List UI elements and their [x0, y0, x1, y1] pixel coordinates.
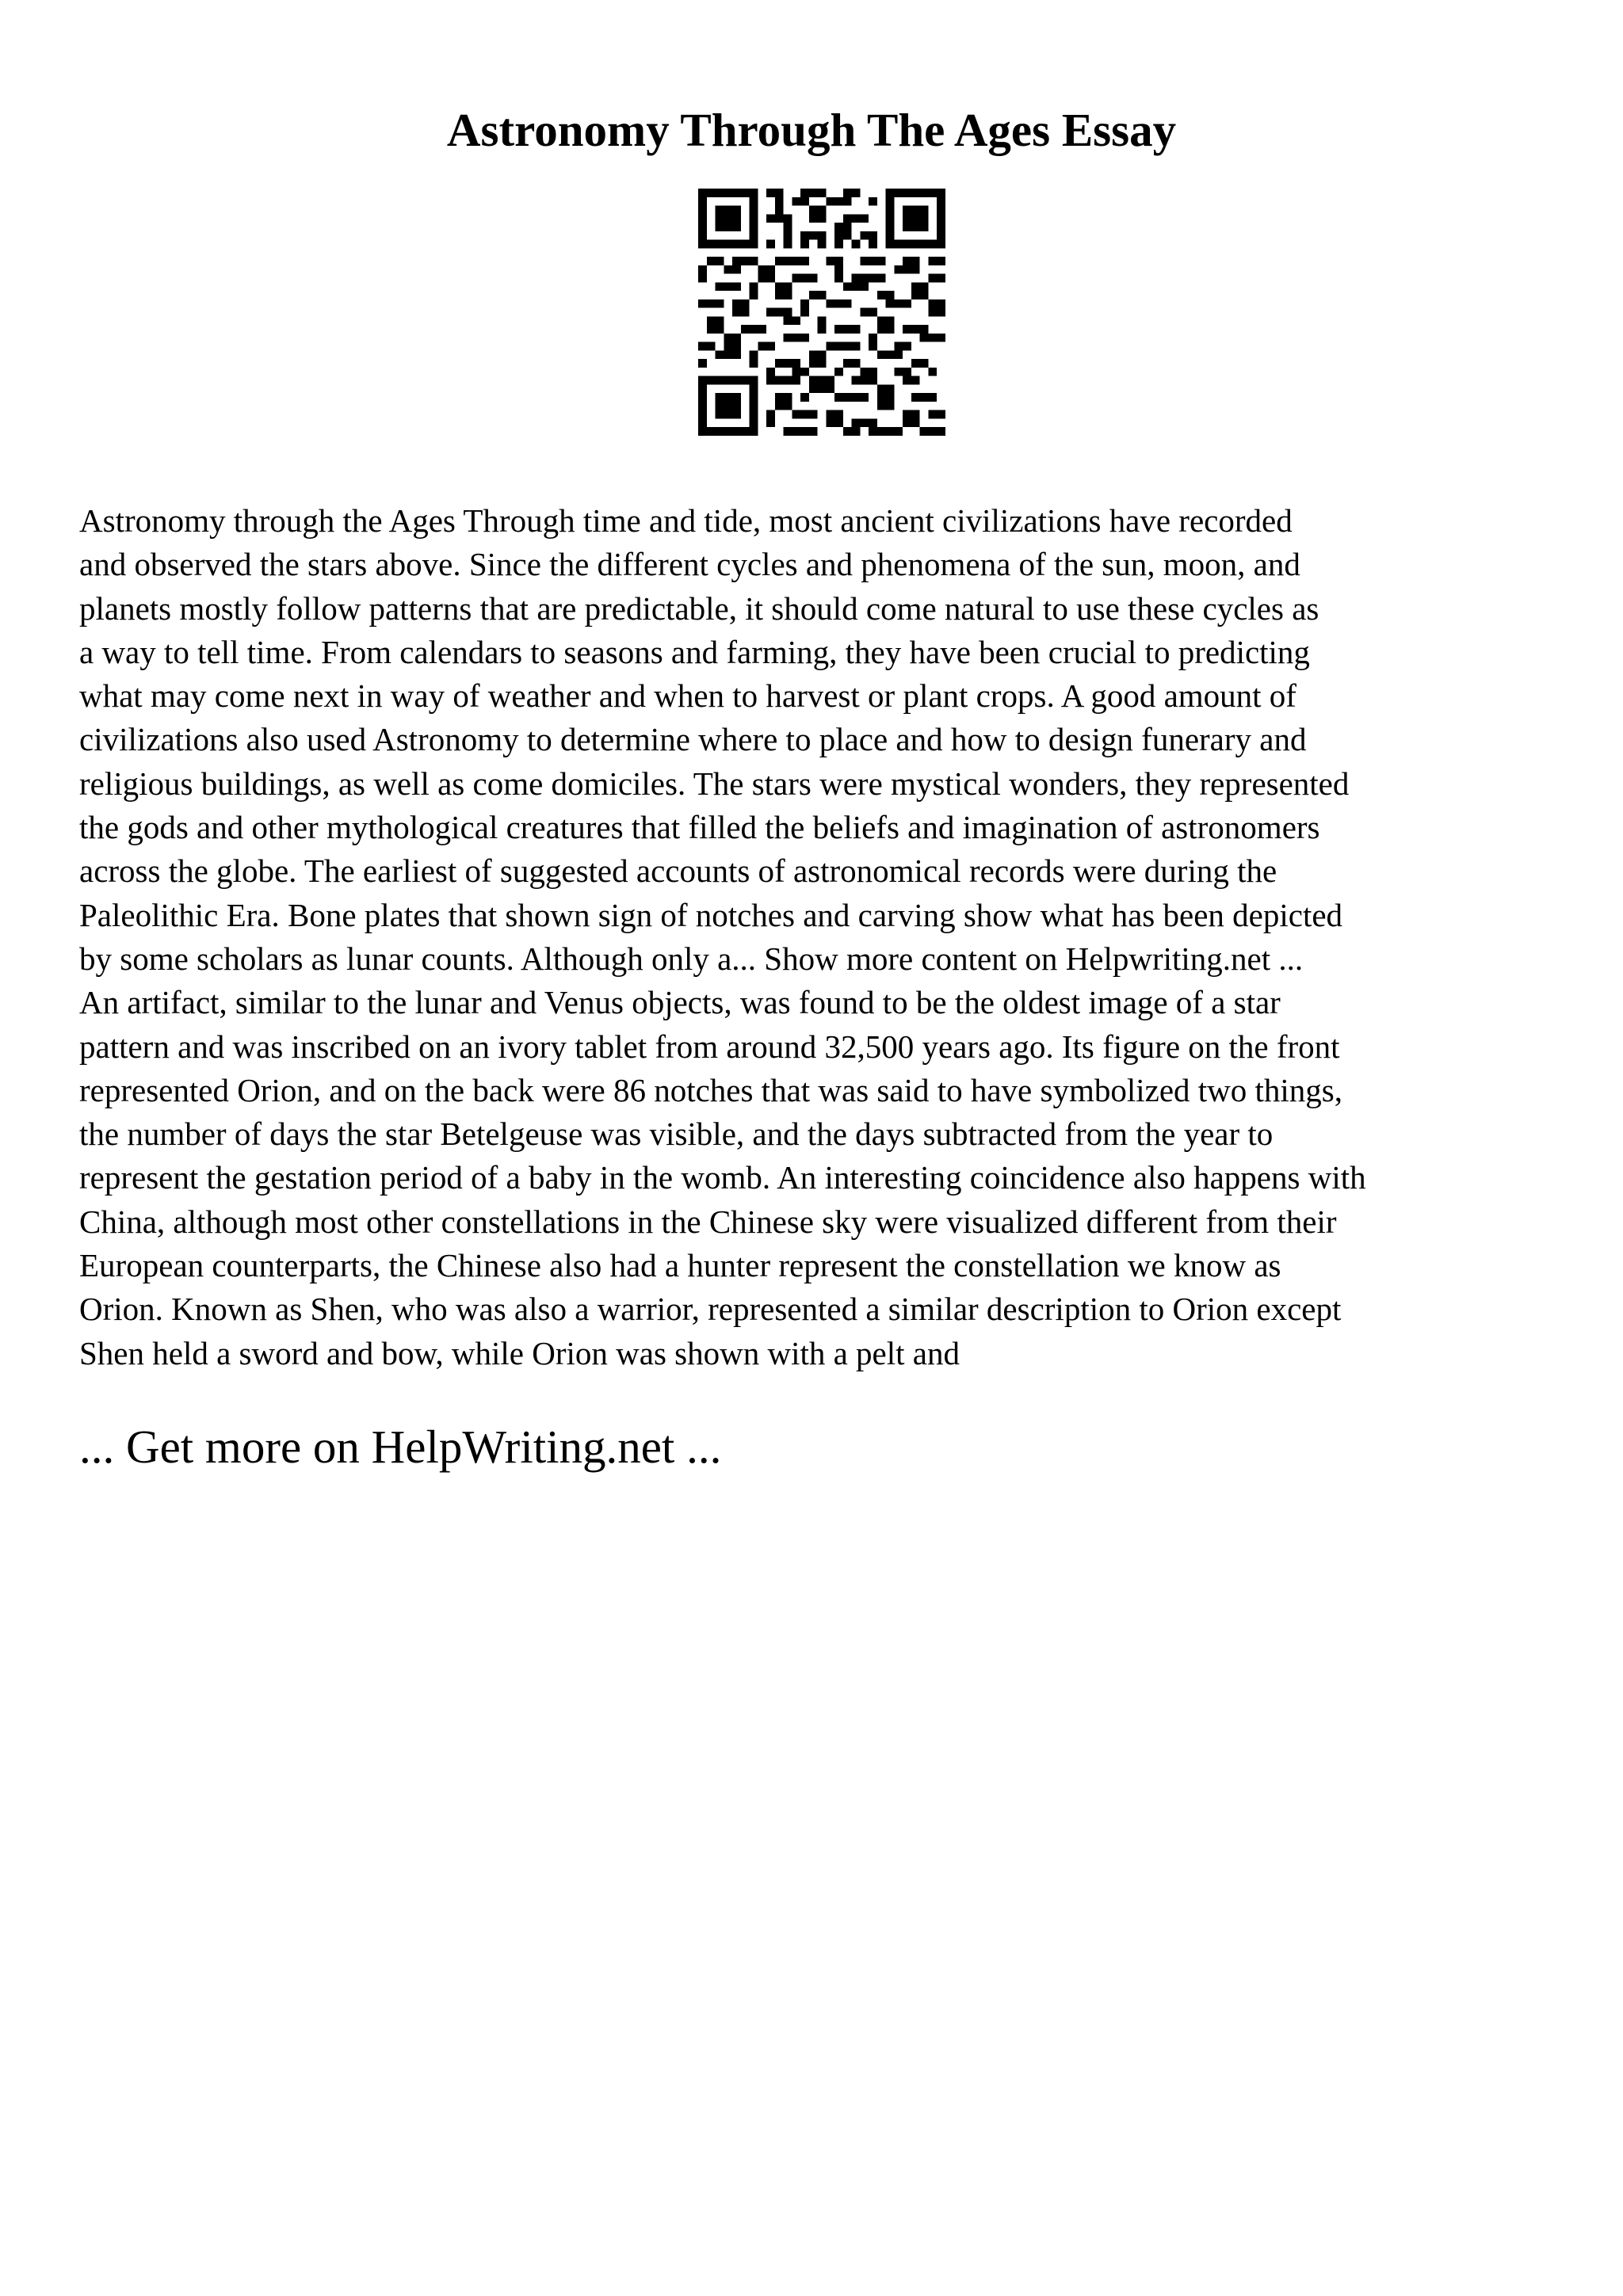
get-more-link[interactable]: ... Get more on HelpWriting.net ... — [79, 1421, 722, 1473]
essay-line: planets mostly follow patterns that are predictable, it should come natural to use these cycles as — [79, 589, 1319, 627]
qr-code-graphic — [698, 189, 945, 436]
essay-line: An artifact, similar to the lunar and Venus objects, was found to be the oldest image of a star — [79, 984, 1281, 1021]
essay-line: what may come next in way of weather and when to harvest or plant crops. A good amount of — [79, 677, 1296, 715]
essay-line: Paleolithic Era. Bone plates that shown sign of notches and carving show what has been depicted — [79, 896, 1343, 933]
essay-line: China, although most other constellations in the Chinese sky were visualized different from their — [79, 1203, 1337, 1240]
essay-line: the gods and other mythological creatures that filled the beliefs and imagination of astronomers — [79, 809, 1320, 846]
essay-line: across the globe. The earliest of suggested accounts of astronomical records were during the — [79, 852, 1277, 890]
essay-body — [79, 499, 1569, 1375]
essay-line: pattern and was inscribed on an ivory tablet from around 32,500 years ago. Its figure on the front — [79, 1028, 1340, 1065]
essay-line: civilizations also used Astronomy to determine where to place and how to design funerary and — [79, 721, 1307, 758]
essay-line: Astronomy through the Ages Through time and tide, most ancient civilizations have recorded — [79, 502, 1293, 539]
essay-line: by some scholars as lunar counts. Although only a... Show more content on Helpwriting.net ... — [79, 940, 1304, 977]
essay-line: and observed the stars above. Since the different cycles and phenomena of the sun, moon, and — [79, 546, 1300, 583]
essay-line: represent the gestation period of a baby in the womb. An interesting coincidence also happens with — [79, 1159, 1366, 1196]
essay-line: Orion. Known as Shen, who was also a warrior, represented a similar description to Orion except — [79, 1291, 1342, 1328]
essay-line: a way to tell time. From calendars to seasons and farming, they have been crucial to predicting — [79, 633, 1310, 670]
qr-code-icon — [698, 189, 945, 436]
essay-line: Shen held a sword and bow, while Orion was shown with a pelt and — [79, 1334, 960, 1371]
document-title: Astronomy Through The Ages Essay — [446, 104, 1177, 156]
essay-line: religious buildings, as well as come domiciles. The stars were mystical wonders, they represented — [79, 765, 1350, 802]
essay-line: the number of days the star Betelgeuse was visible, and the days subtracted from the year to — [79, 1116, 1274, 1153]
essay-line: represented Orion, and on the back were 86 notches that was said to have symbolized two things, — [79, 1071, 1343, 1108]
essay-line: European counterparts, the Chinese also had a hunter represent the constellation we know as — [79, 1247, 1281, 1284]
